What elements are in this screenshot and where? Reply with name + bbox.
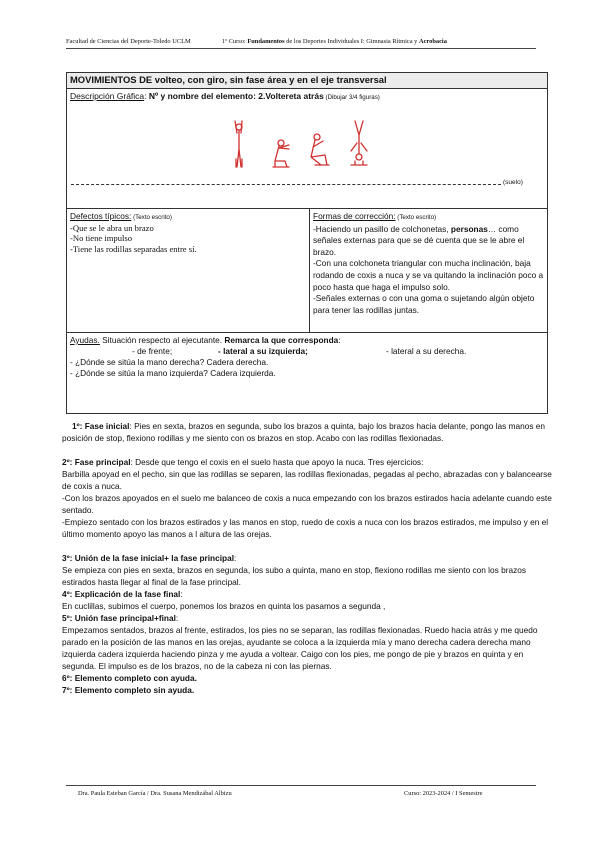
- footer-divider: [66, 785, 536, 786]
- back-roll-figures: [227, 117, 387, 172]
- figure-rolling: [311, 134, 329, 165]
- phase-1: 1º: Fase inicial: Pies en sexta, brazos en segunda, subo los brazos a quinta, bajo los brazos hacia delante, pongo las manos en posición de stop, flexiono rodillas y me siento con os brazos en stop. Acabo con las rodillas flexionadas.: [62, 421, 546, 443]
- phase-2-exercise: -Empiezo sentado con los brazos estirados y las manos en stop, ruedo de coxis a nuca con los brazos estirados, me impulso y en el último momento apoyo las manos a l altura de las orejas.: [62, 517, 549, 539]
- corrections-cell: [313, 211, 545, 316]
- option-front: - de frente;: [132, 346, 173, 357]
- header-subject-mid: de los Deportes Individuales I: Gimnasia Rítmica y: [284, 38, 419, 45]
- correction-item: -Señales externas o con una goma o sujetando algún objeto para tener las rodillas juntas.: [313, 293, 535, 315]
- defects-label: Defectos típicos:: [70, 211, 132, 221]
- help-question: - ¿Dónde se sitúa la mano izquierda? Cadera izquierda.: [70, 368, 276, 379]
- defect-item: -No tiene impulso: [70, 233, 133, 244]
- cell-divider: [309, 209, 310, 333]
- help-options: [70, 346, 546, 357]
- phase-2: 2º: Fase principal: Desde que tengo el coxis en el suelo hasta que apoyo la nuca. Tres ejercicios:: [62, 457, 424, 467]
- phase-4-heading: 4º: Explicación de la fase final:: [62, 589, 183, 599]
- help-bold: Remarca la que corresponda: [224, 335, 339, 345]
- help-row: [67, 333, 547, 413]
- page-header: [66, 38, 536, 45]
- defects-cell: [70, 211, 306, 254]
- help-text: Situación respecto al ejecutante.: [99, 335, 225, 345]
- ground-line: [71, 184, 501, 185]
- figure-inverted: [351, 121, 367, 165]
- phase-2-exercise: Barbilla apoyad en el pecho, sin que las rodillas se separen, las rodillas flexionadas, pegadas al pecho, abrazadas con y balancearse de coxis a nuca.: [62, 469, 552, 491]
- option-right: - lateral a su derecha.: [386, 346, 467, 357]
- figure-sitting-down: [273, 140, 289, 167]
- desc-colon: :: [144, 91, 149, 101]
- table-title: MOVIMIENTOS DE volteo, con giro, sin fase área y en el eje transversal: [70, 74, 387, 85]
- phase-3-text: Se empieza con pies en sexta, brazos en segunda, los subo a quinta, mano en stop, flexiono rodillas me siento con los brazos estirados hasta llegar al final de la fase principal.: [62, 565, 526, 587]
- correction-item: -Con una colchoneta triangular con mucha inclinación, baja rodando de coxis a nuca y se va quitando la inclinación poco a poco hasta que haga el impulso solo.: [313, 258, 544, 292]
- defects-hint: (Texto escrito): [131, 214, 172, 221]
- phase-5-heading: 5º: Unión fase principal+final:: [62, 613, 179, 623]
- correction-item: -Haciendo un pasillo de colchonetas, personas… como señales externas para que se dé cuenta que se le abre el brazo.: [313, 223, 525, 257]
- defect-item: -Que se le abra un brazo: [70, 223, 154, 234]
- phase-6: 6º: Elemento completo con ayuda.: [62, 673, 197, 683]
- phase-2-exercise: -Con los brazos apoyados en el suelo me balanceo de coxis a nuca empezando con los brazos estirados hacia adelante cuando este sentado.: [62, 493, 552, 515]
- corrections-label: Formas de corrección:: [313, 211, 396, 221]
- header-faculty: Facultad de Ciencias del Deporte-Toledo UCLM: [66, 38, 191, 45]
- desc-hint: (Dibujar 3/4 figuras): [323, 94, 380, 101]
- phase-3-heading: 3º: Unión de la fase inicial+ la fase principal:: [62, 553, 237, 563]
- element-name: Nº y nombre del elemento: 2.Voltereta atrás: [148, 91, 324, 101]
- header-subject-bold: Fundamentos: [247, 38, 285, 45]
- help-label: Ayudas.: [70, 335, 100, 345]
- table-title-row: [67, 73, 547, 89]
- defects-corrections-row: [67, 209, 547, 333]
- defect-item: -Tiene las rodillas separadas entre sí.: [70, 243, 197, 254]
- corrections-hint: (Texto escrito): [395, 214, 437, 221]
- graphic-description-label: [70, 91, 380, 101]
- header-course: 1º Curso:: [221, 38, 248, 45]
- phase-explanations: [62, 420, 552, 696]
- footer-authors: Dra. Paula Esteban García / Dra. Susana Mendizábal Albizu: [78, 790, 232, 797]
- graphic-description-row: [67, 89, 547, 209]
- ground-label: (suelo): [503, 179, 523, 186]
- option-left: - lateral a su izquierda;: [218, 346, 308, 357]
- phase-4-text: En cuclillas, subimos el cuerpo, ponemos los brazos en quinta los pasamos a segunda ,: [62, 601, 386, 611]
- exercise-table: [66, 72, 548, 414]
- help-question: - ¿Dónde se sitúa la mano derecha? Cadera derecha.: [70, 357, 269, 368]
- phase-5-text: Empezamos sentados, brazos al frente, estirados, los pies no se separan, las rodillas flexionadas. Ruedo hacia atrás y me quedo parado en la posición de las manos en las orejas, ayudante se coloca a la izquierda mía y mano derecha cadera derecha mano izquierda cadera izquierda haciendo pinza y me ayuda a voltear. Caigo con los pies, me pongo de pie y brazos en quinta y en segunda. El impulso es de los brazos, no de la cabeza ni con las piernas.: [62, 625, 538, 671]
- desc-label-text: Descripción Gráfica: [70, 91, 145, 101]
- header-divider: [66, 48, 536, 49]
- phase-7: 7º: Elemento completo sin ayuda.: [62, 685, 195, 695]
- help-cell: Ayudas. Situación respecto al ejecutante. Remarca la que corresponda: - de frente; - lateral a su izquierda; - lateral a su derecha. - ¿Dónde se sitúa la mano derecha? Cadera derecha. - ¿Dónde se sitúa la mano izquierda? Cadera izquierda.: [70, 335, 546, 380]
- header-subject-end: Acrobacia: [418, 38, 447, 45]
- footer-course: Curso: 2023-2024 / I Semestre: [404, 790, 483, 797]
- figure-standing: [235, 121, 242, 167]
